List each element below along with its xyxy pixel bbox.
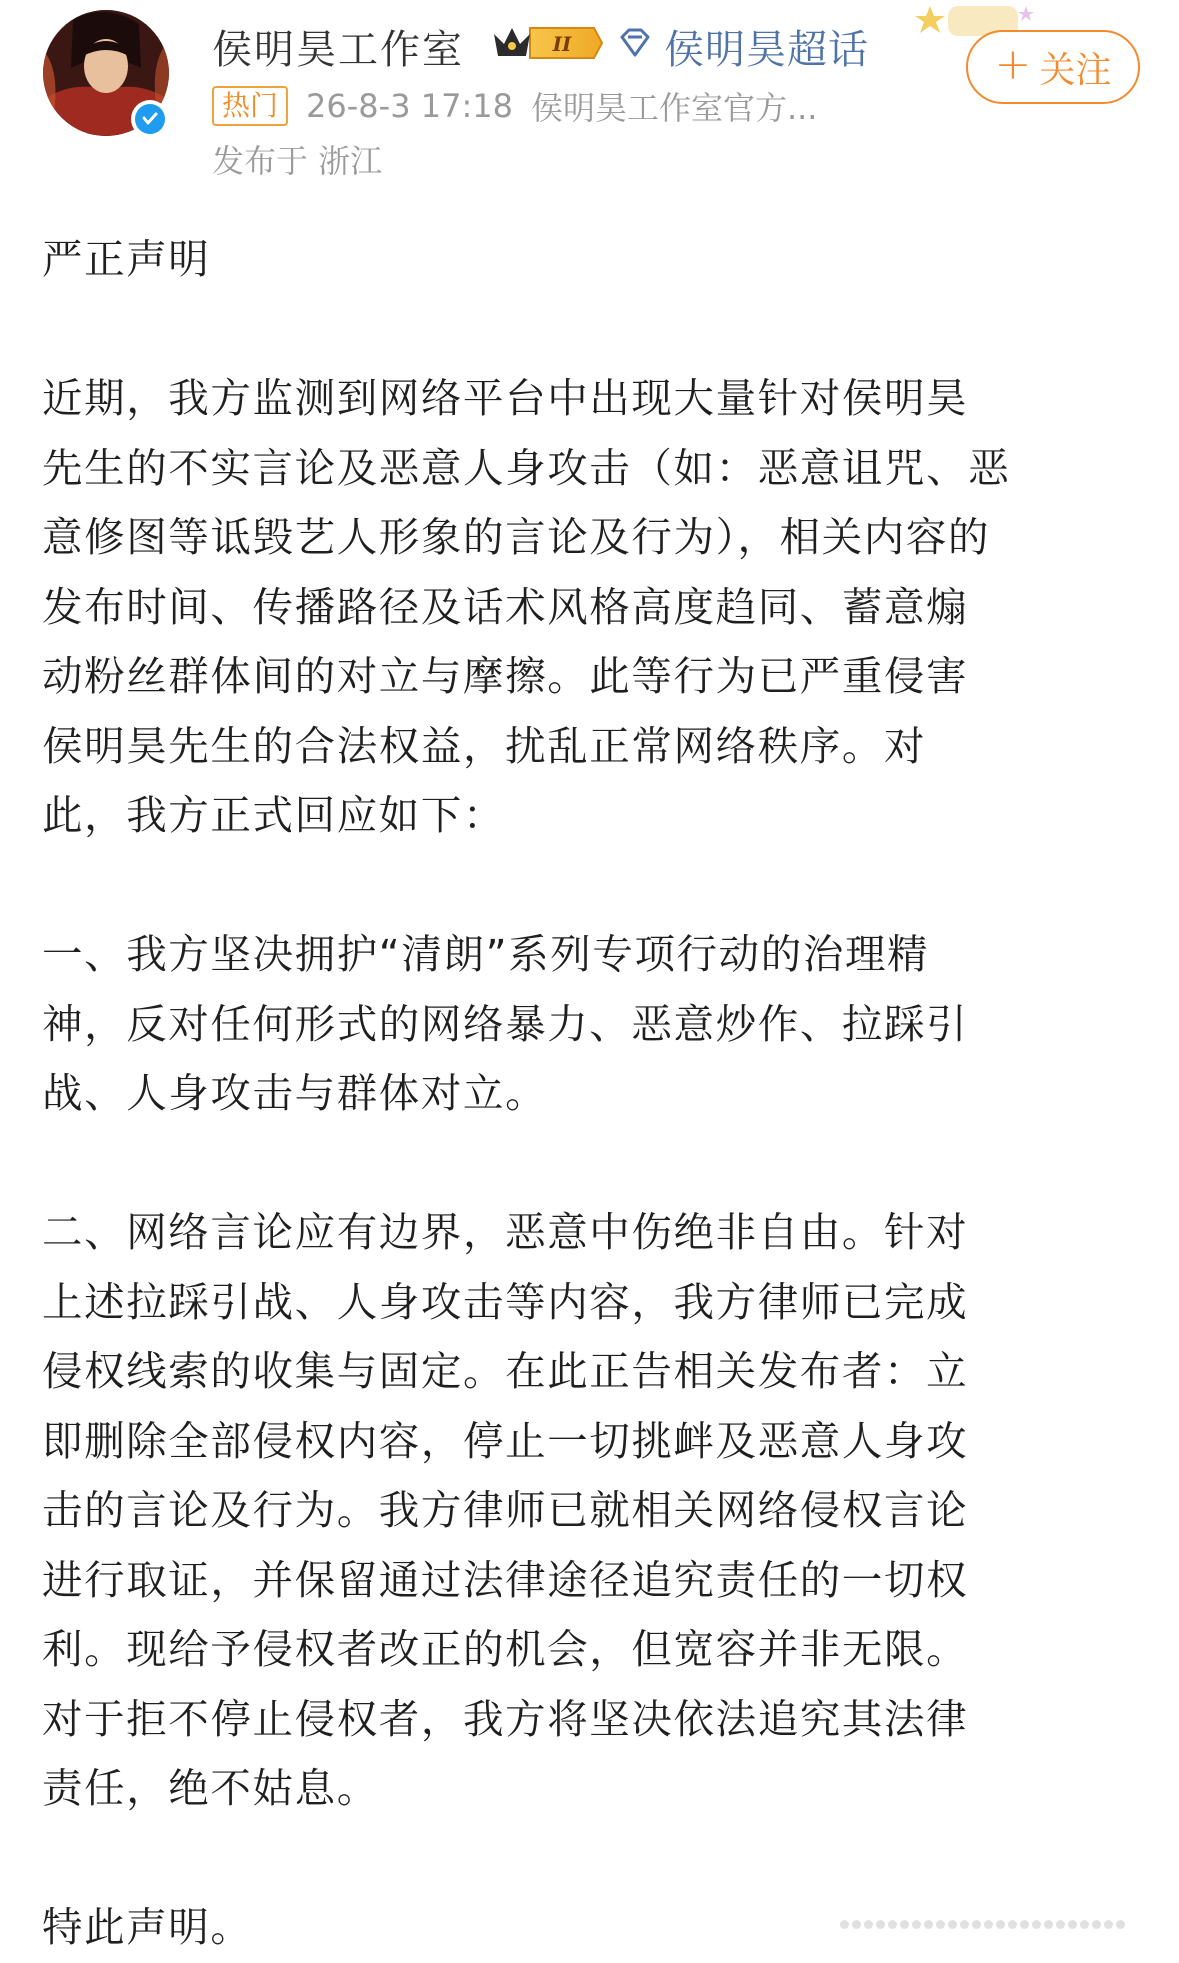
statement-line: 侵权线索的收集与固定。在此正告相关发布者：立 — [42, 1347, 969, 1395]
hot-tag-badge: 热门 — [212, 86, 288, 126]
post-meta — [212, 84, 817, 128]
statement-line: 发布时间、传播路径及话术风格高度趋同、蓄意煽 — [42, 582, 969, 631]
statement-line: 对于拒不停止侵权者，我方将坚决依法追究其法律 — [42, 1694, 969, 1743]
author-name[interactable]: 侯明昊工作室 — [212, 27, 464, 73]
follow-button[interactable] — [966, 30, 1140, 104]
statement-line: 二、网络言论应有边界，恶意中伤绝非自由。针对 — [42, 1208, 969, 1256]
statement-line: 意修图等诋毁艺人形象的言论及行为），相关内容的 — [42, 513, 991, 561]
paragraph-spacer — [42, 851, 1142, 921]
post-header — [0, 0, 1179, 190]
statement-line: 战、人身攻击与群体对立。 — [42, 1069, 548, 1117]
statement-line: 击的言论及行为。我方律师已就相关网络侵权言论 — [42, 1486, 969, 1534]
post-timestamp: 26-8-3 17:18 — [306, 87, 513, 125]
statement-line: 即删除全部侵权内容，停止一切挑衅及恶意人身攻 — [42, 1416, 969, 1465]
plus-icon: + — [994, 39, 1032, 90]
image-watermark — [840, 1912, 1170, 1936]
post-body — [42, 225, 1142, 1963]
paragraph-spacer — [42, 1129, 1142, 1199]
statement-line: 侯明昊先生的合法权益，扰乱正常网络秩序。对 — [42, 721, 927, 770]
statement-line: 上述拉踩引战、人身攻击等内容，我方律师已完成 — [42, 1277, 969, 1326]
statement-line: 近期，我方监测到网络平台中出现大量针对侯明昊 — [42, 374, 969, 422]
paragraph-spacer — [42, 295, 1142, 365]
post-source[interactable]: 侯明昊工作室官方... — [530, 89, 818, 127]
vip-level-text: II — [552, 32, 572, 56]
statement-line: 利。现给予侵权者改正的机会，但宽容并非无限。 — [42, 1625, 969, 1673]
statement-line: 先生的不实言论及恶意人身攻击（如：恶意诅咒、恶 — [42, 443, 1011, 492]
supertopic-link[interactable]: 侯明昊超话 — [664, 27, 869, 73]
post-location: 发布于 浙江 — [212, 142, 383, 180]
statement-line: 神，反对任何形式的网络暴力、恶意炒作、拉踩引 — [42, 999, 969, 1048]
statement-line: 此，我方正式回应如下： — [42, 791, 506, 839]
vip-crown-icon[interactable] — [490, 20, 606, 66]
statement-line: 动粉丝群体间的对立与摩擦。此等行为已严重侵害 — [42, 652, 969, 700]
statement-title: 严正声明 — [42, 235, 211, 283]
paragraph-spacer — [42, 1824, 1142, 1894]
verified-badge-icon — [131, 100, 169, 138]
statement-closing: 特此声明。 — [42, 1903, 253, 1951]
statement-line: 进行取证，并保留通过法律途径追究责任的一切权 — [42, 1555, 969, 1604]
supertopic-diamond-icon — [616, 26, 654, 60]
statement-paragraphs — [42, 364, 1142, 1893]
statement-line: 责任，绝不姑息。 — [42, 1764, 379, 1812]
statement-line: 一、我方坚决拥护“清朗”系列专项行动的治理精 — [42, 930, 930, 978]
follow-button-label: 关注 — [1039, 49, 1112, 91]
